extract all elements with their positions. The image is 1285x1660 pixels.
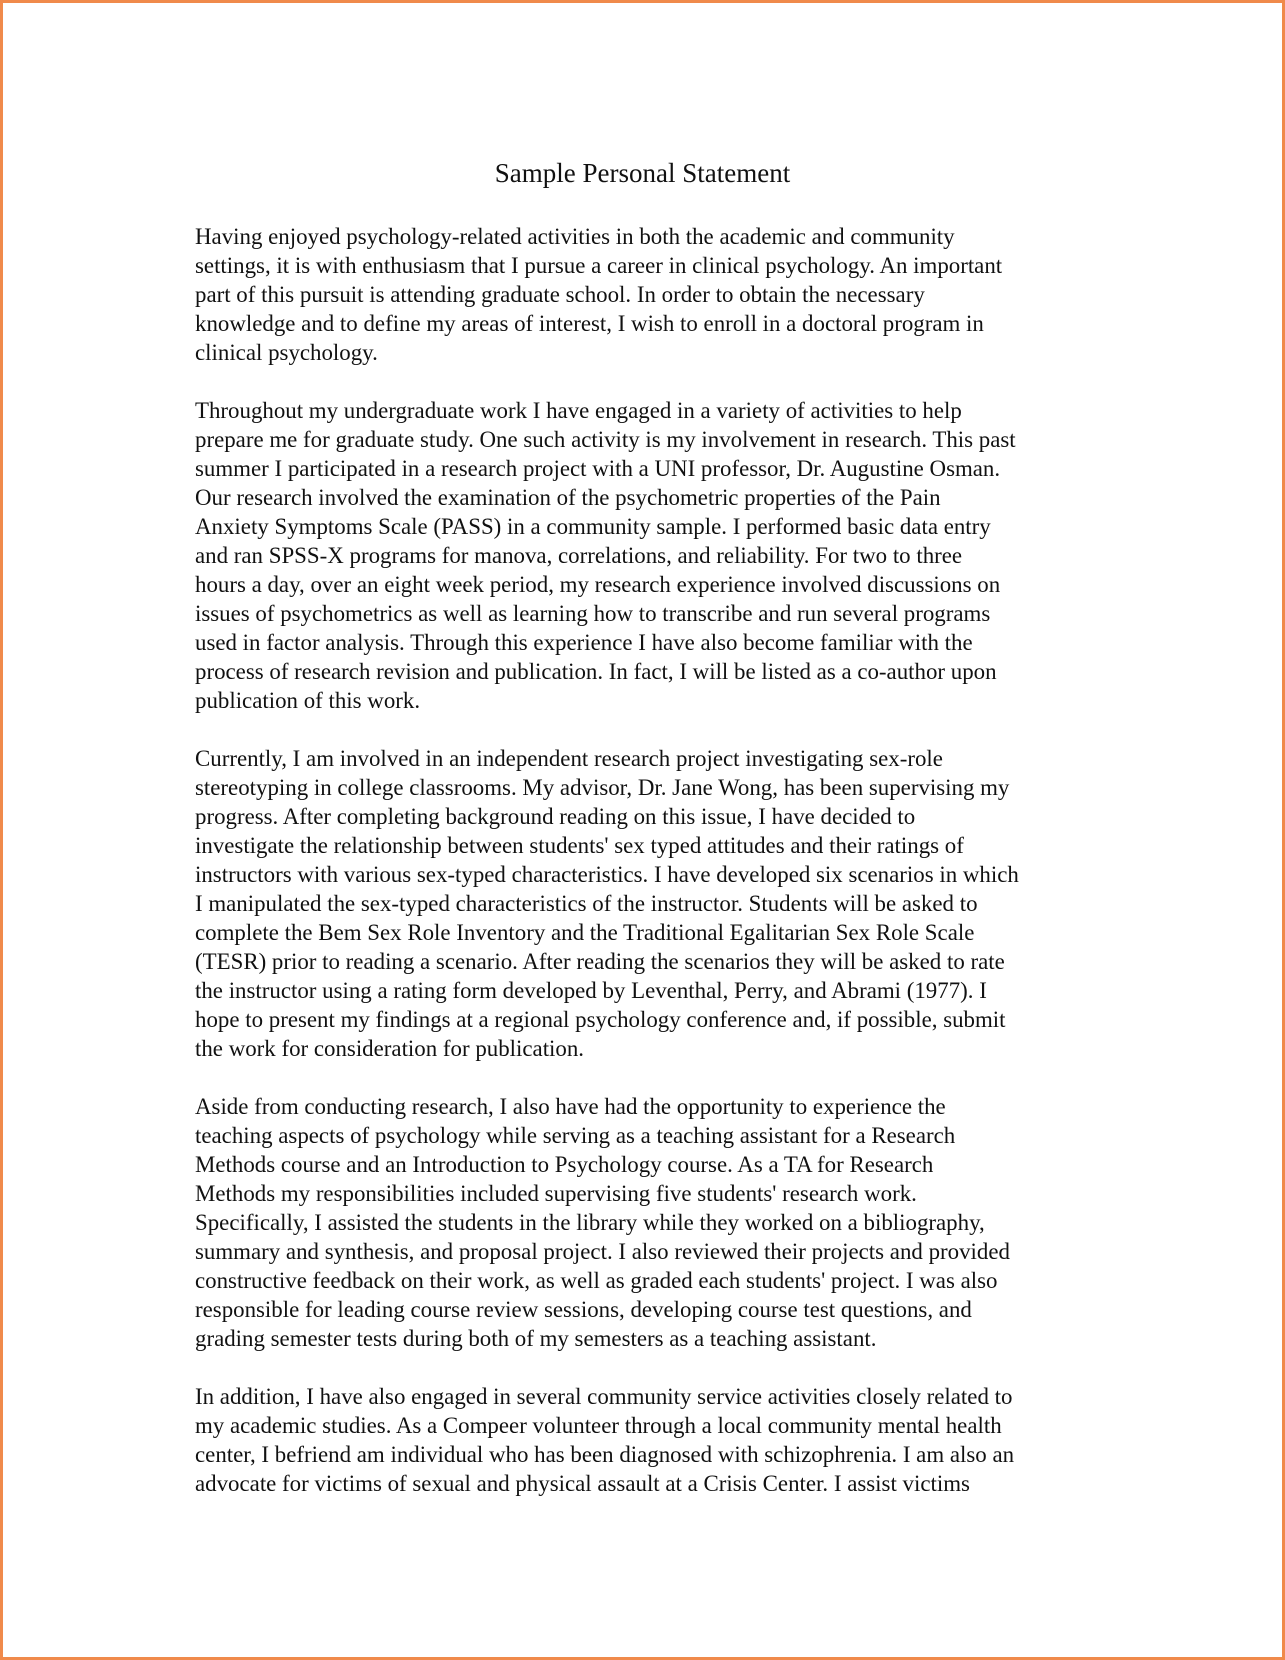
document-body — [195, 222, 1107, 1527]
text-line: the work for consideration for publication. — [195, 1036, 585, 1061]
text-line: my academic studies. As a Compeer volunteer through a local community mental health — [195, 1413, 1002, 1438]
text-line: and ran SPSS-X programs for manova, correlations, and reliability. For two to three — [195, 543, 963, 568]
text-line: summer I participated in a research project with a UNI professor, Dr. Augustine Osman. — [195, 456, 1001, 481]
paragraph-1 — [195, 222, 1107, 367]
text-line: instructors with various sex-typed characteristics. I have developed six scenarios in which — [195, 862, 1019, 887]
text-line: Our research involved the examination of the psychometric properties of the Pain — [195, 485, 941, 510]
text-line: Currently, I am involved in an independent research project investigating sex-role — [195, 746, 943, 771]
text-line: Specifically, I assisted the students in the library while they worked on a bibliography, — [195, 1210, 985, 1235]
text-line: grading semester tests during both of my semesters as a teaching assistant. — [195, 1326, 877, 1351]
text-line: center, I befriend am individual who has been diagnosed with schizophrenia. I am also an — [195, 1442, 1015, 1467]
text-line: part of this pursuit is attending graduate school. In order to obtain the necessary — [195, 282, 925, 307]
text-line: complete the Bem Sex Role Inventory and the Traditional Egalitarian Sex Role Scale — [195, 920, 975, 945]
text-line: settings, it is with enthusiasm that I pursue a career in clinical psychology. An important — [195, 253, 1003, 278]
text-line: Methods my responsibilities included supervising five students' research work. — [195, 1181, 917, 1206]
text-line: teaching aspects of psychology while serving as a teaching assistant for a Research — [195, 1123, 956, 1148]
text-line: issues of psychometrics as well as learning how to transcribe and run several programs — [195, 601, 991, 626]
text-line: responsible for leading course review sessions, developing course test questions, and — [195, 1297, 972, 1322]
paragraph-4 — [195, 1092, 1107, 1353]
text-line: Having enjoyed psychology-related activities in both the academic and community — [195, 224, 955, 249]
text-line: Anxiety Symptoms Scale (PASS) in a community sample. I performed basic data entry — [195, 514, 991, 539]
text-line: knowledge and to define my areas of interest, I wish to enroll in a doctoral program in — [195, 311, 984, 336]
text-line: In addition, I have also engaged in several community service activities closely related to — [195, 1384, 1013, 1409]
text-line: (TESR) prior to reading a scenario. After reading the scenarios they will be asked to rate — [195, 949, 1005, 974]
paragraph-2 — [195, 396, 1107, 715]
text-line: Throughout my undergraduate work I have engaged in a variety of activities to help — [195, 398, 962, 423]
text-line: process of research revision and publication. In fact, I will be listed as a co-author upon — [195, 659, 997, 684]
text-line: stereotyping in college classrooms. My advisor, Dr. Jane Wong, has been supervising my — [195, 775, 1010, 800]
text-line: summary and synthesis, and proposal project. I also reviewed their projects and provided — [195, 1239, 1010, 1264]
paragraph-3 — [195, 744, 1107, 1063]
text-line: Methods course and an Introduction to Psychology course. As a TA for Research — [195, 1152, 934, 1177]
text-line: clinical psychology. — [195, 340, 378, 365]
text-line: progress. After completing background reading on this issue, I have decided to — [195, 804, 916, 829]
text-line: prepare me for graduate study. One such activity is my involvement in research. This past — [195, 427, 1016, 452]
text-line: the instructor using a rating form developed by Leventhal, Perry, and Abrami (1977). I — [195, 978, 987, 1003]
text-line: publication of this work. — [195, 688, 421, 713]
document-title: Sample Personal Statement — [494, 158, 791, 188]
text-line: hours a day, over an eight week period, my research experience involved discussions on — [195, 572, 1001, 597]
text-line: advocate for victims of sexual and physical assault at a Crisis Center. I assist victims — [195, 1471, 970, 1496]
text-line: hope to present my findings at a regional psychology conference and, if possible, submit — [195, 1007, 1006, 1032]
text-line: constructive feedback on their work, as well as graded each students' project. I was also — [195, 1268, 998, 1293]
text-line: I manipulated the sex-typed characteristics of the instructor. Students will be asked to — [195, 891, 978, 916]
text-line: used in factor analysis. Through this experience I have also become familiar with the — [195, 630, 973, 655]
text-line: Aside from conducting research, I also have had the opportunity to experience the — [195, 1094, 946, 1119]
text-line: investigate the relationship between students' sex typed attitudes and their ratings of — [195, 833, 964, 858]
paragraph-5 — [195, 1382, 1107, 1498]
